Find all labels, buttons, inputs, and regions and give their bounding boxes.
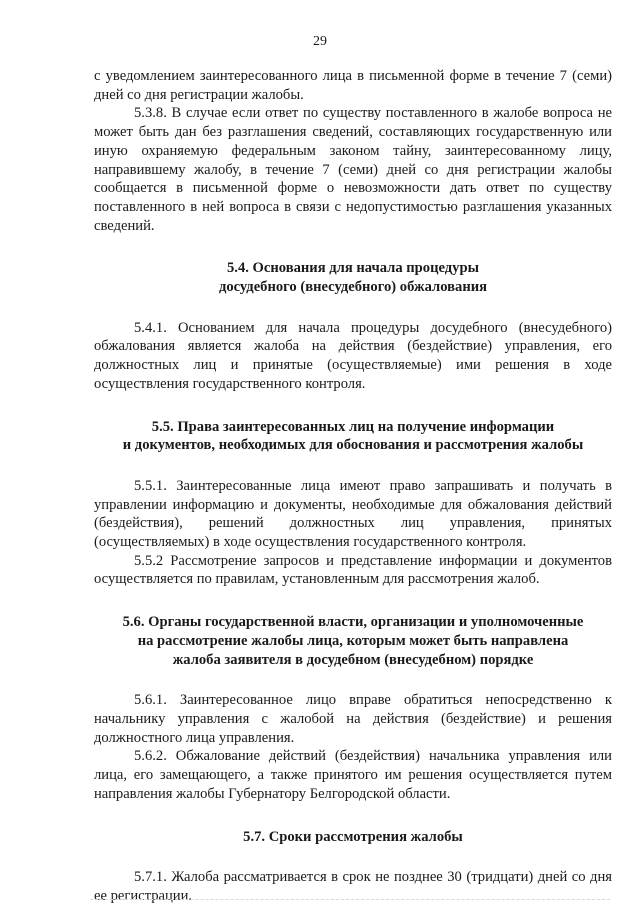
spacer [94, 235, 612, 259]
paragraph-5-6-2: 5.6.2. Обжалование действий (бездействия) начальника управления или лица, его замещающего, а также принятого им решения осуществляется путем направления жалобы Губернатору Белгородской области. [94, 748, 612, 802]
paragraph-5-6-1: 5.6.1. Заинтересованное лицо вправе обратиться непосредственно к начальнику управления с жалобой на действия (бездействие) и решения должностного лица управления. [94, 692, 612, 746]
heading-5-5-line1: 5.5. Права заинтересованных лиц на получение информации [151, 418, 555, 435]
heading-5-6-line1: 5.6. Органы государственной власти, организации и уполномоченные [122, 614, 584, 631]
spacer [94, 589, 612, 613]
spacer [94, 804, 612, 828]
paragraph-continuation: с уведомлением заинтересованного лица в письменной форме в течение 7 (семи) дней со дня регистрации жалобы. [94, 68, 612, 103]
spacer [94, 394, 612, 418]
spacer [94, 669, 612, 691]
heading-5-4-line1: 5.4. Основания для начала процедуры [227, 260, 479, 277]
document-body [94, 67, 612, 906]
heading-5-6-line3: жалоба заявителя в досудебном (внесудебном) порядке [172, 651, 534, 668]
paragraph-5-3-8: 5.3.8. В случае если ответ по существу поставленного в жалобе вопроса не может быть дан без разглашения сведений, составляющих государственную или иную охраняемую федеральным законом тайну, заинтересованному лицу, направившему жалобу, в течение 7 (семи) дней со дня регистрации жалобы сообщается в письменной форме о невозможности дать ответ по существу поставленного в ней вопроса в связи с недопустимостью разглашения указанных сведений. [94, 105, 612, 234]
scan-edge-line [90, 899, 610, 900]
heading-5-5-line2: и документов, необходимых для обоснования и рассмотрения жалобы [122, 437, 584, 454]
paragraph-5-4-1: 5.4.1. Основанием для начала процедуры досудебного (внесудебного) обжалования является жалоба на действия (бездействие) управления, его должностных лиц и принятые (осуществляемые) ими решения в ходе осуществления государственного контроля. [94, 319, 612, 392]
heading-5-6-line2: на рассмотрение жалобы лица, которым может быть направлена [137, 632, 569, 649]
heading-5-4-line2: досудебного (внесудебного) обжалования [218, 279, 488, 296]
heading-5-4 [94, 259, 612, 296]
heading-5-5 [94, 418, 612, 455]
spacer [94, 846, 612, 868]
heading-5-6 [94, 613, 612, 669]
heading-5-7: 5.7. Сроки рассмотрения жалобы [243, 828, 463, 845]
paragraph-5-7-1: 5.7.1. Жалоба рассматривается в срок не позднее 30 (тридцати) дней со дня ее регистрации. [94, 869, 612, 904]
paragraph-5-5-2: 5.5.2 Рассмотрение запросов и представление информации и документов осуществляется по правилам, установленным для рассмотрения жалоб. [94, 552, 612, 588]
spacer [94, 297, 612, 319]
page-number: 29 [313, 34, 327, 49]
spacer [94, 455, 612, 477]
paragraph-5-5-1: 5.5.1. Заинтересованные лица имеют право запрашивать и получать в управлении информацию и документы, необходимые для обжалования действий (бездействия), решений должностных лиц управления, принятых (осуществляемых) в ходе осуществления государственного контроля. [94, 477, 612, 551]
